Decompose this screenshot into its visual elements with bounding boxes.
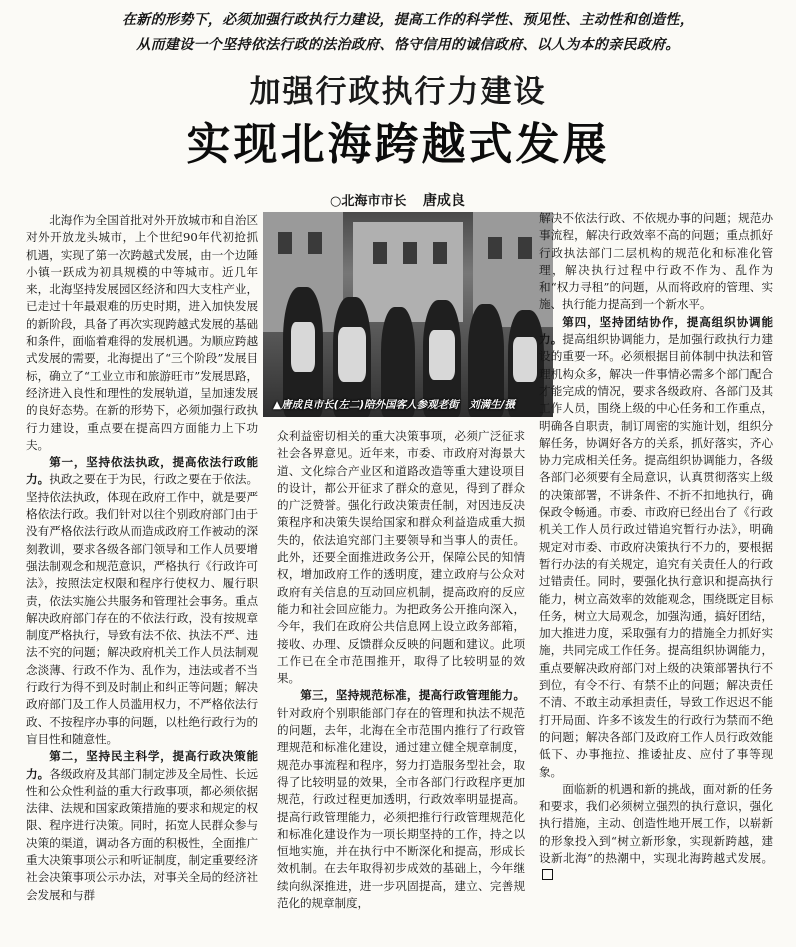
end-mark-icon	[542, 869, 553, 880]
headline-line-2: 实现北海跨越式发展	[186, 119, 610, 170]
paragraph-continued-2: 解决不依法行政、不依规办事的问题；规范办事流程，解决行政效率不高的问题；重点抓好行政执法部门二层机构的规范化和标准化管理，解决执行过程中行政不作为、乱作为和“权力寻租”的问题，从而将政府的管理、实施、执行能力提高到一个新水平。	[539, 211, 773, 312]
section-4-body: 提高组织协调能力，是加强行政执行力建设的重要一环。必须根据目前体制中执法和管理机构众多，解决一件事情必需多个部门配合才能完成的情况，要求各级政府、各部门及其工作人员，围绕上级的中心任务和工作重点，明确各自职责，制订周密的实施计划，组织分解任务，协调好各方的关系，抓好落实，齐心协力完成相关任务。提高组织协调能力，各级各部门必须要有全局意识，认真贯彻落实上级的决策部署，不讲条件、不折不扣地执行，确保政令畅通。市委、市政府已经出台了《行政机关工作人员行政过错追究暂行办法》，明确规定对市委、市政府决策执行不力的，要根据暂行办法的有关规定，追究有关责任人的行政过错责任。同时，要强化执行意识和提高执行能力，树立高效率的效能观念，围绕既定目标任务，树立大局观念，加强沟通，搞好团结，加大推进力度，采取强有力的措施全力抓好实施，共同完成工作任务。提高组织协调能力，重点要解决政府部门对上级的决策部署执行不到位，有令不行、有禁不止的问题；解决责任不清、不敢主动承担责任，导致工作迟迟不能打开局面、许多不该发生的行政行为禁而不绝的问题；解决各部门及政府工作人员行政效能低下、办事拖拉、推诿扯皮、应付了事等现象。	[539, 332, 773, 779]
author-role: ○北海市市长	[330, 194, 407, 209]
byline	[330, 190, 465, 210]
article-column-2	[277, 428, 525, 912]
conclusion-text: 面临新的机遇和新的挑战，面对新的任务和要求，我们必须树立强烈的执行意识，强化执行措施，主动、创造性地开展工作，以崭新的形象投入到“树立新形象，实现新跨越，建设新北海”的热潮中，实现北海跨越式发展。	[539, 781, 773, 865]
headline-line-1: 加强行政执行力建设	[249, 74, 547, 110]
intro-line-1: 在新的形势下，必须加强行政执行力建设，提高工作的科学性、预见性、主动性和创造性，	[122, 12, 694, 28]
news-photo	[263, 212, 553, 417]
paragraph-section-1	[26, 454, 258, 748]
section-2-body: 各级政府及其部门制定涉及全局性、长远性和公众性利益的重大行政事项，都必须依据法律、法规和国家政策措施的要求和规定的权限、程序进行决策。同时，拓宽人民群众参与决策的渠道，调动各方面的积极性，全面推广重大决策事项公示和听证制度，制定重要经济社会决策事项公示办法，对事关全局的经济社会发展和与群	[26, 766, 258, 902]
paragraph-section-3	[277, 687, 525, 912]
article-column-3	[539, 210, 773, 885]
photo-caption: ▲唐成良市长(左二)陪外国客人参观老街 刘满生/摄	[273, 399, 516, 411]
section-3-body: 针对政府个别职能部门存在的管理和执法不规范的问题，去年，北海在全市范围内推行了行政管理规范和标准化建设，通过建立健全规章制度，规范办事流程和程序，努力打造服务型社会，取得了比较明显的效果，全市各部门行政程序更加规范，行政过程更加透明，行政效率明显提高。提高行政管理能力，必须把推行行政管理规范化和标准化建设作为一项长期坚持的工作，持之以恒地实施，并在执行中不断深化和提高，形成长效机制。在去年取得初步成效的基础上，今年继续向纵深推进，进一步巩固提高，建立、完善规范化的规章制度，	[277, 705, 525, 911]
section-3-heading: 第三，坚持规范标准，提高行政管理能力。	[300, 688, 525, 703]
intro-line-2: 从而建设一个坚持依法行政的法治政府、恪守信用的诚信政府、以人为本的亲民政府。	[136, 37, 680, 53]
section-4-heading: 第四，坚持团结协作，提高组织协调能力。	[539, 314, 773, 347]
section-1-body: 执政之要在于为民，行政之要在于依法。坚持依法执政，体现在政府工作中，就是要严格依法行政。我们针对以往个别政府部门由于没有严格依法行政从而造成政府工作被动的深刻教训，要求各级各部门领导和工作人员要增强法制观念和规范意识，严格执行《行政许可法》，按照法定权限和程序行使权力、履行职责，依法实施公共服务和管理社会事务。重点解决政府部门存在的不依法行政，没有按规章制度严格执行，导致有法不依、执法不严、违法不究的问题；解决政府机关工作人员法制观念淡薄、行政不作为、乱作为，违法或者不当行政行为得不到及时制止和纠正等问题；解决政府部门及工作人员滥用权力，不严格依法行政、不按程序办事的问题，以杜绝行政行为的盲目性和随意性。	[26, 472, 258, 746]
paragraph-section-4	[539, 314, 773, 781]
paragraph-intro: 北海作为全国首批对外开放城市和自治区对外开放龙头城市，上个世纪90年代初抢抓机遇，实现了第一次跨越式发展，由一个边陲小镇一跃成为初具规模的中等城市。近几年来，北海坚持发展园区经济和四大支柱产业，已走过十年最艰难的历史时期，进入加快发展的新阶段，具备了再次实现跨越式发展的基础和条件，面临着难得的发展机遇。为顺应跨越式发展的需要，北海提出了“三个阶段”发展目标，确立了“工业立市和旅游旺市”发展思路，经济进入良性和理性的发展轨道，呈加速发展的良好态势。在新的形势下，必须加强行政执行力建设，重点要在提高四方面能力上下功夫。	[26, 213, 258, 452]
paragraph-continued: 众利益密切相关的重大决策事项，必须广泛征求社会各界意见。近年来，市委、市政府对海景大道、文化综合产业区和道路改造等重大建设项目的设计，都公开征求了群众的意见，得到了群众的广泛赞誉。强化行政决策责任制，对因违反决策程序和决策失误给国家和群众利益造成重大损失的，依法追究部门主要领导和当事人的责任。此外，还要全面推进政务公开，保障公民的知情权，增加政府工作的透明度，建立政府与公众对政府有关信息的互动回应机制，提高政府的反应能力和社会回应能力。为把政务公开推向深入，今年，我们在政府公共信息网上设立政务部箱，接收、办理、反馈群众反映的问题和建议。此项工作已在全市范围推开，取得了比较明显的效果。	[277, 429, 525, 686]
intro-summary	[48, 8, 768, 58]
author-name: 唐成良	[422, 193, 465, 209]
paragraph-conclusion	[539, 781, 773, 885]
section-1-heading: 第一，坚持依法执政，提高依法行政能力。	[26, 455, 258, 487]
section-2-heading: 第二，坚持民主科学，提高行政决策能力。	[26, 749, 258, 781]
article-column-1	[26, 212, 258, 904]
paragraph-section-2	[26, 748, 258, 904]
